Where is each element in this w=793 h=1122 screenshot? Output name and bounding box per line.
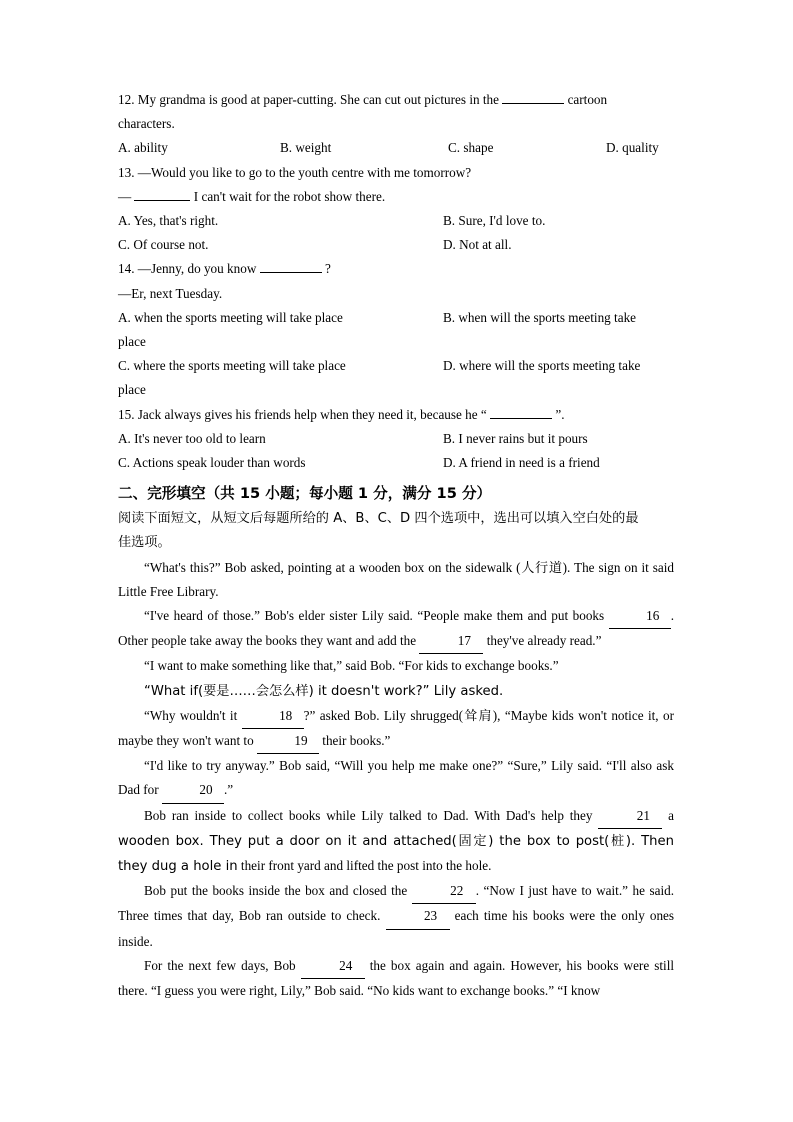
option-a[interactable]: A. Yes, that's right.: [118, 213, 219, 228]
question-14-options-row2: [118, 354, 674, 378]
cloze-blank-17[interactable]: 17: [419, 629, 483, 654]
question-15-options-row1: [118, 427, 674, 451]
cloze-blank-18[interactable]: 18: [242, 704, 304, 729]
cloze-paragraph-5: [118, 704, 674, 754]
answer-blank[interactable]: [502, 103, 564, 104]
section-heading: 二、完形填空（共 15 小题；每小题 1 分，满分 15 分）: [118, 485, 492, 503]
cloze-blank-24[interactable]: 24: [301, 954, 365, 979]
cloze-paragraph-8: [118, 879, 674, 954]
cloze-blank-19[interactable]: 19: [257, 729, 319, 754]
cloze-text: the box again and again. However, his books were: [369, 957, 650, 973]
question-15-options-row2: [118, 451, 674, 475]
option-b[interactable]: B. weight: [280, 140, 332, 156]
cloze-text: their books.”: [322, 732, 391, 748]
cloze-text: “I'd like to try anyway.” Bob said, “Will you help me make one?” “Sure,” Lily said. “I'll also: [144, 758, 653, 774]
option-b[interactable]: B. I never rains but it pours: [443, 430, 588, 446]
question-14-stem-after: ?: [324, 261, 331, 277]
cloze-paragraph-3: [118, 654, 674, 678]
cloze-text: “Why wouldn't it: [144, 707, 238, 723]
question-13-stem-line1: 13. —Would you like to go to the youth centre with me tomorrow?: [118, 164, 472, 180]
question-14-stem-before: 14. —Jenny, do you know: [118, 261, 257, 277]
cloze-blank-23[interactable]: 23: [386, 904, 450, 929]
option-d[interactable]: D. A friend in need is a friend: [443, 454, 600, 470]
question-12-stem-before: 12. My grandma is good at paper-cutting. She can cut out pictures in the: [118, 92, 499, 107]
cloze-text: a: [668, 807, 675, 823]
question-14-options-row1: [118, 306, 674, 330]
option-a[interactable]: A. It's never too old to learn: [118, 430, 266, 446]
option-d[interactable]: D. where will the sports meeting take: [443, 358, 641, 374]
cloze-text: they've: [486, 633, 525, 649]
question-12-stem-line2: characters.: [118, 116, 175, 132]
option-c[interactable]: C. Actions speak louder than words: [118, 454, 306, 470]
cloze-passage: [118, 556, 674, 1004]
cloze-paragraph-7: [118, 804, 674, 880]
question-15-stem-after: ”.: [555, 406, 565, 422]
section-instruction-line1: 阅读下面短文，从短文后每题所给的 A、B、C、D 四个选项中，选出可以填入空白处的最: [118, 511, 639, 527]
answer-blank[interactable]: [490, 418, 552, 419]
cloze-text: .”: [223, 782, 234, 798]
cloze-paragraph-6: [118, 754, 674, 803]
question-13-options-row2: [118, 233, 674, 257]
cloze-text: . “Now I just have to wait.” he: [475, 883, 645, 899]
option-b[interactable]: B. when will the sports meeting take: [443, 309, 637, 325]
cloze-text: For the next few days, Bob: [144, 957, 296, 973]
cloze-text: it, or maybe they won't want to: [118, 707, 674, 748]
question-14-stem: [118, 257, 674, 281]
page-content: [118, 88, 674, 1003]
option-d[interactable]: D. quality: [606, 140, 659, 156]
question-15: [118, 403, 674, 476]
cloze-text: ?” asked Bob. Lily shrugged(耸肩), “Maybe kids won't notice: [303, 707, 644, 723]
cloze-text: already read.”: [527, 633, 602, 649]
cloze-text: ask Dad for: [118, 758, 675, 798]
cloze-text: wooden box. They put a door on it and attached(固定) the box to post(桩). Then they dug a hole in: [118, 833, 674, 874]
cloze-blank-16[interactable]: 16: [609, 604, 671, 629]
option-d[interactable]: D. Not at all.: [443, 237, 512, 253]
question-13-stem-after: I can't wait for the robot show there.: [193, 188, 386, 204]
question-12: [118, 88, 674, 161]
cloze-paragraph-1: [118, 556, 674, 604]
question-13: [118, 161, 674, 258]
cloze-text: “What's this?” Bob asked, pointing at a wooden box on the sidewalk (人行道). The sign on it: [144, 559, 649, 575]
section-instruction-line2: 佳选项。: [118, 535, 171, 551]
option-c[interactable]: C. where the sports meeting will take place: [118, 358, 346, 374]
question-12-stem-after: cartoon: [567, 92, 608, 107]
question-15-stem: [118, 403, 674, 427]
question-15-stem-before: 15. Jack always gives his friends help when they need it, because he “: [118, 406, 487, 422]
question-12-options: [118, 136, 674, 160]
cloze-text: Bob ran inside to collect books while Lily talked to Dad. With Dad's help they: [144, 807, 593, 823]
question-12-stem: [118, 88, 674, 112]
cloze-text: said. Three times that day, Bob ran outside to check.: [118, 883, 675, 924]
cloze-text: only ones inside.: [118, 908, 675, 949]
cloze-blank-21[interactable]: 21: [598, 804, 662, 829]
cloze-paragraph-2: [118, 604, 674, 654]
option-c[interactable]: C. shape: [448, 140, 494, 156]
cloze-text: their front yard and lifted the post into the hole.: [240, 857, 492, 873]
option-a-continuation: place: [118, 333, 146, 349]
cloze-blank-22[interactable]: 22: [412, 879, 476, 904]
option-a[interactable]: A. ability: [118, 140, 168, 156]
option-a[interactable]: A. when the sports meeting will take place: [118, 309, 343, 325]
option-c[interactable]: C. Of course not.: [118, 237, 209, 253]
cloze-blank-20[interactable]: 20: [162, 778, 224, 803]
cloze-paragraph-9: [118, 954, 674, 1003]
question-13-options-row1: [118, 209, 674, 233]
question-14: [118, 257, 674, 402]
option-b[interactable]: B. Sure, I'd love to.: [443, 213, 546, 228]
cloze-text: “What if(要是……会怎么样) it doesn't work?” Lily asked.: [144, 683, 504, 699]
cloze-paragraph-4: [118, 679, 674, 704]
question-14-stem-line2: —Er, next Tuesday.: [118, 285, 223, 301]
cloze-text: Bob put the books inside the box and closed the: [144, 883, 408, 899]
question-13-stem-line2: [118, 185, 674, 209]
cloze-text: “I want to make something like that,” said Bob. “For kids to exchange books.”: [144, 658, 559, 674]
cloze-text: “I've heard of those.” Bob's elder sister Lily said. “People make them and put books: [144, 607, 605, 623]
cloze-text: . Other people take away the books they want and add the: [118, 607, 674, 649]
question-13-dash: —: [118, 188, 132, 204]
cloze-text: each time his books were the: [454, 908, 617, 924]
answer-blank[interactable]: [134, 200, 190, 201]
option-c-continuation: place: [118, 382, 146, 398]
cloze-text: still there. “I guess you were right, Lily,” Bob said. “No kids want to exchange books.” “I know: [118, 957, 675, 998]
answer-blank[interactable]: [260, 272, 322, 273]
cloze-text: said Little Free Library.: [118, 559, 675, 599]
